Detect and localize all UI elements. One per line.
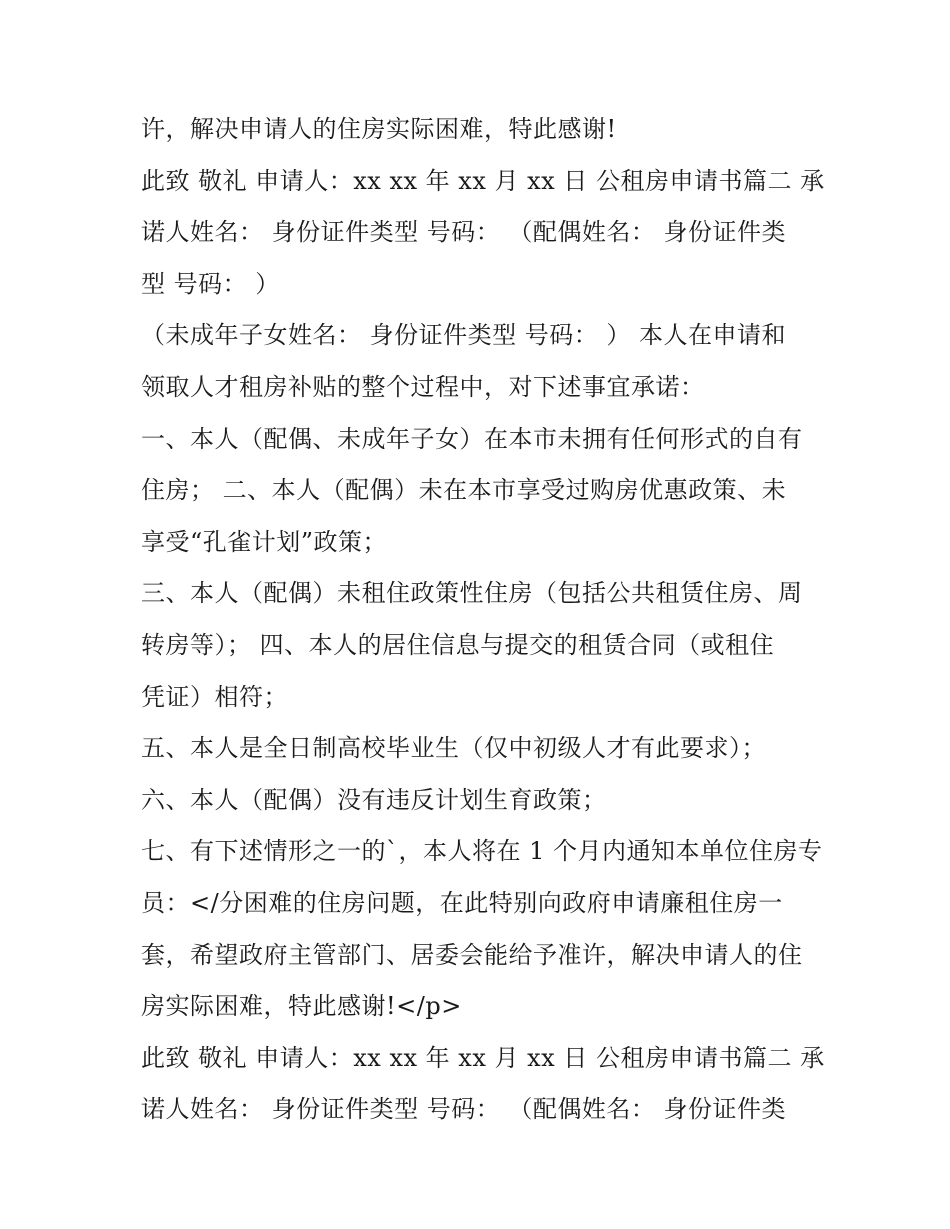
text-line: 领取人才租房补贴的整个过程中，对下述事宜承诺： bbox=[141, 372, 705, 401]
text-line: 套，希望政府主管部门、居委会能给予准许，解决申请人的住 bbox=[141, 940, 803, 969]
text-line: 许，解决申请人的住房实际困难，特此感谢! bbox=[141, 115, 617, 143]
text-line: 七、有下述情形之一的`，本人将在 1 个月内通知本单位住房专 bbox=[141, 837, 823, 866]
text-line: 转房等）； 四、本人的居住信息与提交的租赁合同（或租住 bbox=[141, 630, 775, 659]
text-line: 凭证）相符； bbox=[141, 682, 288, 711]
text-line: 诺人姓名： 身份证件类型 号码： （配偶姓名： 身份证件类 bbox=[141, 1095, 787, 1124]
text-line: 五、本人是全日制高校毕业生（仅中初级人才有此要求）； bbox=[141, 734, 766, 763]
text-line: （未成年子女姓名： 身份证件类型 号码： ） 本人在申请和 bbox=[141, 321, 787, 350]
text-line: 此致 敬礼 申请人：xx xx 年 xx 月 xx 日 公租房申请书篇二 承 bbox=[141, 1043, 825, 1072]
text-line: 房实际困难，特此感谢!</p> bbox=[141, 992, 462, 1021]
text-line: 员：</分困难的住房问题，在此特别向政府申请廉租住房一 bbox=[141, 888, 783, 917]
document-body bbox=[141, 104, 825, 1136]
text-line: 六、本人（配偶）没有违反计划生育政策； bbox=[141, 785, 607, 814]
text-line: 一、本人（配偶、未成年子女）在本市未拥有任何形式的自有 bbox=[141, 424, 803, 453]
text-line: 型 号码： ） bbox=[141, 269, 280, 298]
text-line: 诺人姓名： 身份证件类型 号码： （配偶姓名： 身份证件类 bbox=[141, 218, 787, 247]
text-line: 享受“孔雀计划”政策； bbox=[141, 527, 388, 556]
text-line: 三、本人（配偶）未租住政策性住房（包括公共租赁住房、周 bbox=[141, 579, 803, 608]
text-line: 住房； 二、本人（配偶）未在本市享受过购房优惠政策、未 bbox=[141, 476, 787, 505]
text-line: 此致 敬礼 申请人：xx xx 年 xx 月 xx 日 公租房申请书篇二 承 bbox=[141, 166, 825, 195]
